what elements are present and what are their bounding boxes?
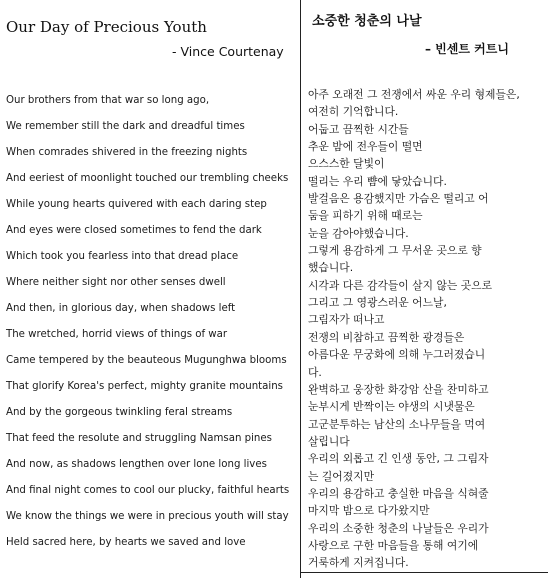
korean-poem-line: 했습니다. bbox=[308, 261, 354, 275]
english-poem-line: That feed the resolute and struggling Namsan pines bbox=[6, 433, 272, 444]
korean-author: – 빈센트 커트니 bbox=[425, 42, 509, 56]
korean-poem-line: 아주 오래전 그 전쟁에서 싸운 우리 형제들은, bbox=[308, 88, 520, 101]
english-author: - Vince Courtenay bbox=[172, 44, 284, 59]
korean-poem-line: 우리의 용감하고 충실한 마음을 식혀줄 bbox=[308, 486, 489, 500]
english-poem-line: And then, in glorious day, when shadows left bbox=[6, 303, 236, 314]
english-poem-line: We know the things we were in precious youth will stay bbox=[6, 511, 289, 522]
english-poem bbox=[6, 93, 298, 561]
korean-poem-line: 눈부시게 반짝이는 야생의 시냇물은 bbox=[308, 400, 475, 414]
korean-poem-line: 거룩하게 지켜집니다. bbox=[308, 556, 409, 570]
korean-poem bbox=[308, 86, 544, 572]
korean-poem-line: 사랑으로 구한 마음들을 통해 여기에 bbox=[308, 538, 479, 552]
english-poem-line: And now, as shadows lengthen over lone long lives bbox=[6, 459, 267, 470]
english-poem-line: Our brothers from that war so long ago, bbox=[6, 95, 210, 106]
korean-poem-line: 살립니다 bbox=[308, 434, 350, 448]
korean-poem-line: 시각과 다른 감각들이 살지 않는 곳으로 bbox=[308, 278, 493, 292]
english-poem-line: Which took you fearless into that dread place bbox=[6, 251, 239, 262]
korean-poem-line: 그렇게 용감하게 그 무서운 곳으로 향 bbox=[308, 244, 482, 258]
korean-column bbox=[300, 0, 548, 578]
english-poem-line: And eeriest of moonlight touched our trembling cheeks bbox=[6, 173, 289, 184]
english-poem-line: And final night comes to cool our plucky, faithful hearts bbox=[6, 485, 290, 496]
korean-poem-line: 둠을 피하기 위해 때로는 bbox=[308, 209, 423, 223]
korean-poem-line: 발걸음은 용감했지만 가슴은 떨리고 어 bbox=[308, 192, 489, 206]
korean-poem-line: 어둡고 끔찍한 시간들 bbox=[308, 122, 409, 136]
korean-poem-line: 우리의 소중한 청춘의 나날들은 우리가 bbox=[308, 521, 489, 535]
korean-poem-line: 전쟁의 비참하고 끔찍한 광경들은 bbox=[308, 330, 465, 344]
english-poem-line: The wretched, horrid views of things of war bbox=[6, 329, 228, 340]
korean-poem-line: 는 길어졌지만 bbox=[308, 469, 375, 483]
english-poem-line: We remember still the dark and dreadful times bbox=[6, 121, 245, 132]
korean-poem-line: 아름다운 무궁화에 의해 누그러졌습니 bbox=[308, 348, 486, 362]
english-poem-line: While young hearts quivered with each daring step bbox=[6, 199, 267, 210]
korean-poem-line: 눈을 감아야했습니다. bbox=[308, 226, 409, 240]
english-poem-line: And eyes were closed sometimes to fend the dark bbox=[6, 225, 262, 236]
english-poem-line: Where neither sight nor other senses dwell bbox=[6, 277, 226, 288]
korean-poem-line: 마지막 밤으로 다가왔지만 bbox=[308, 504, 430, 518]
english-poem-line: Held sacred here, by hearts we saved and love bbox=[6, 537, 246, 548]
english-poem-line: And by the gorgeous twinkling feral streams bbox=[6, 407, 233, 418]
english-poem-line: When comrades shivered in the freezing nights bbox=[6, 147, 248, 158]
frame-bottom-border bbox=[300, 572, 548, 573]
english-title: Our Day of Precious Youth bbox=[6, 18, 207, 36]
korean-poem-line: 그리고 그 영광스러운 어느날, bbox=[308, 296, 447, 310]
korean-poem-line: 고군분투하는 남산의 소나무들을 먹여 bbox=[308, 417, 486, 431]
korean-title: 소중한 청춘의 나날 bbox=[312, 14, 422, 29]
korean-poem-line: 다. bbox=[308, 365, 322, 379]
korean-poem-line: 여전히 기억합니다. bbox=[308, 105, 399, 119]
korean-poem-line: 그림자가 떠나고 bbox=[308, 313, 385, 327]
korean-poem-line: 우리의 외롭고 긴 인생 동안, 그 그림자 bbox=[308, 452, 489, 466]
english-poem-line: That glorify Korea's perfect, mighty granite mountains bbox=[6, 381, 283, 392]
korean-poem-line: 으스스한 달빛이 bbox=[308, 157, 385, 171]
korean-poem-line: 완벽하고 웅장한 화강암 산을 찬미하고 bbox=[308, 382, 489, 396]
english-poem-line: Came tempered by the beauteous Mugunghwa blooms bbox=[6, 355, 287, 366]
korean-poem-line: 추운 밤에 전우들이 떨면 bbox=[308, 140, 423, 154]
korean-poem-line: 떨리는 우리 뺨에 닿았습니다. bbox=[308, 174, 447, 188]
